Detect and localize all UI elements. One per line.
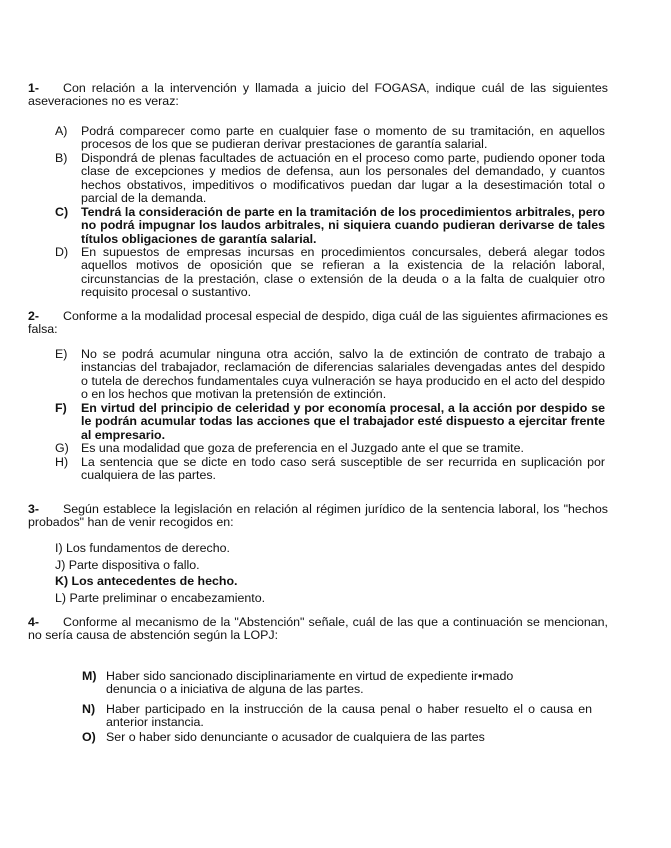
option-text: Ser o haber sido denunciante o acusador de cualquiera de las partes bbox=[106, 730, 485, 744]
option-c bbox=[55, 206, 605, 246]
option-text: No se podrá acumular ninguna otra acción, salvo la de extinción de contrato de trabajo a instancias del trabajador, reclamación de diferencias salariales devengadas antes del despido o tutela de derechos fundamentales cuya vulneración se haya producido en el acto del despido o en los hechos que motivan la pretensión de extinción. bbox=[81, 347, 605, 402]
option-e bbox=[55, 348, 605, 402]
option-text: Dispondrá de plenas facultades de actuación en el proceso como parte, pudiendo oponer toda clase de excepciones y medios de defensa, aun los personales del demandado, y cuantos hechos obstativos, impeditivos o modificativos puedan dar lugar a la desestimación total o parcial de la demanda. bbox=[81, 151, 605, 206]
question-2 bbox=[28, 310, 608, 337]
option-o bbox=[82, 731, 592, 744]
question-number: 4- bbox=[28, 615, 40, 629]
question-text: Conforme a la modalidad procesal especial de despido, diga cuál de las siguientes afirmaciones es falsa: bbox=[28, 309, 608, 337]
option-label: N) bbox=[82, 702, 96, 716]
question-4 bbox=[28, 616, 608, 643]
option-text: En virtud del principio de celeridad y por economía procesal, a la acción por despido se le podrán acumular todas las acciones que el trabajador esté dispuesto a ejercitar frente al empresario. bbox=[81, 401, 605, 442]
option-m bbox=[82, 670, 522, 697]
question-number: 3- bbox=[28, 502, 40, 516]
option-label: D) bbox=[55, 245, 69, 259]
option-b bbox=[55, 152, 605, 206]
option-label: G) bbox=[55, 441, 69, 455]
option-label: C) bbox=[55, 205, 69, 219]
question-3 bbox=[28, 503, 608, 530]
option-text: En supuestos de empresas incursas en procedimientos concursales, deberá alegar todos aquellos motivos de oposición que se refieran a la existencia de la relación laboral, circunstancias de la prestación, clase o extensión de la deuda o a la falta de cualquier otro requisito procesal o sustantivo. bbox=[81, 245, 605, 300]
option-text: Tendrá la consideración de parte en la tramitación de los procedimientos arbitrales, pero no podrá impugnar los laudos arbitrales, ni siquiera cuando pudieran derivarse de tales títulos obligaciones de garantía salarial. bbox=[81, 205, 605, 246]
option-label: O) bbox=[82, 730, 96, 744]
option-k: K) Los antecedentes de hecho. bbox=[55, 574, 238, 588]
option-text: La sentencia que se dicte en todo caso será susceptible de ser recurrida en suplicación por cualquiera de las partes. bbox=[81, 455, 605, 483]
question-1 bbox=[28, 82, 608, 109]
option-i: I) Los fundamentos de derecho. bbox=[55, 541, 230, 555]
option-f bbox=[55, 402, 605, 442]
question-text: Con relación a la intervención y llamada a juicio del FOGASA, indique cuál de las siguientes aseveraciones no es veraz: bbox=[28, 81, 608, 109]
option-label: F) bbox=[55, 401, 67, 415]
option-d bbox=[55, 246, 605, 300]
option-text: Haber participado en la instrucción de la causa penal o haber resuelto el o causa en anterior instancia. bbox=[106, 702, 592, 730]
option-h bbox=[55, 456, 605, 483]
option-label: E) bbox=[55, 347, 68, 361]
question-number: 2- bbox=[28, 309, 40, 323]
option-j: J) Parte dispositiva o fallo. bbox=[55, 558, 200, 572]
question-text: Conforme al mecanismo de la "Abstención" señale, cuál de las que a continuación se mencionan, no sería causa de abstención según la LOPJ: bbox=[28, 615, 608, 643]
option-a bbox=[55, 125, 605, 152]
option-label: H) bbox=[55, 455, 69, 469]
option-l: L) Parte preliminar o encabezamiento. bbox=[55, 591, 266, 605]
option-text: Es una modalidad que goza de preferencia en el Juzgado ante el que se tramite. bbox=[81, 441, 524, 455]
option-g bbox=[55, 442, 605, 455]
option-n bbox=[82, 703, 592, 730]
option-label: A) bbox=[55, 124, 68, 138]
option-text: Podrá comparecer como parte en cualquier fase o momento de su tramitación, en aquellos procesos de los que se pudieran derivar prestaciones de garantía salarial. bbox=[81, 124, 605, 152]
question-number: 1- bbox=[28, 81, 40, 95]
option-label: B) bbox=[55, 151, 68, 165]
option-label: M) bbox=[82, 669, 97, 683]
question-text: Según establece la legislación en relación al régimen jurídico de la sentencia laboral, los "hechos probados" han de venir recogidos en: bbox=[28, 502, 608, 530]
option-text: Haber sido sancionado disciplinariamente en virtud de expediente ir•mado denuncia o a iniciativa de alguna de las partes. bbox=[106, 669, 514, 697]
